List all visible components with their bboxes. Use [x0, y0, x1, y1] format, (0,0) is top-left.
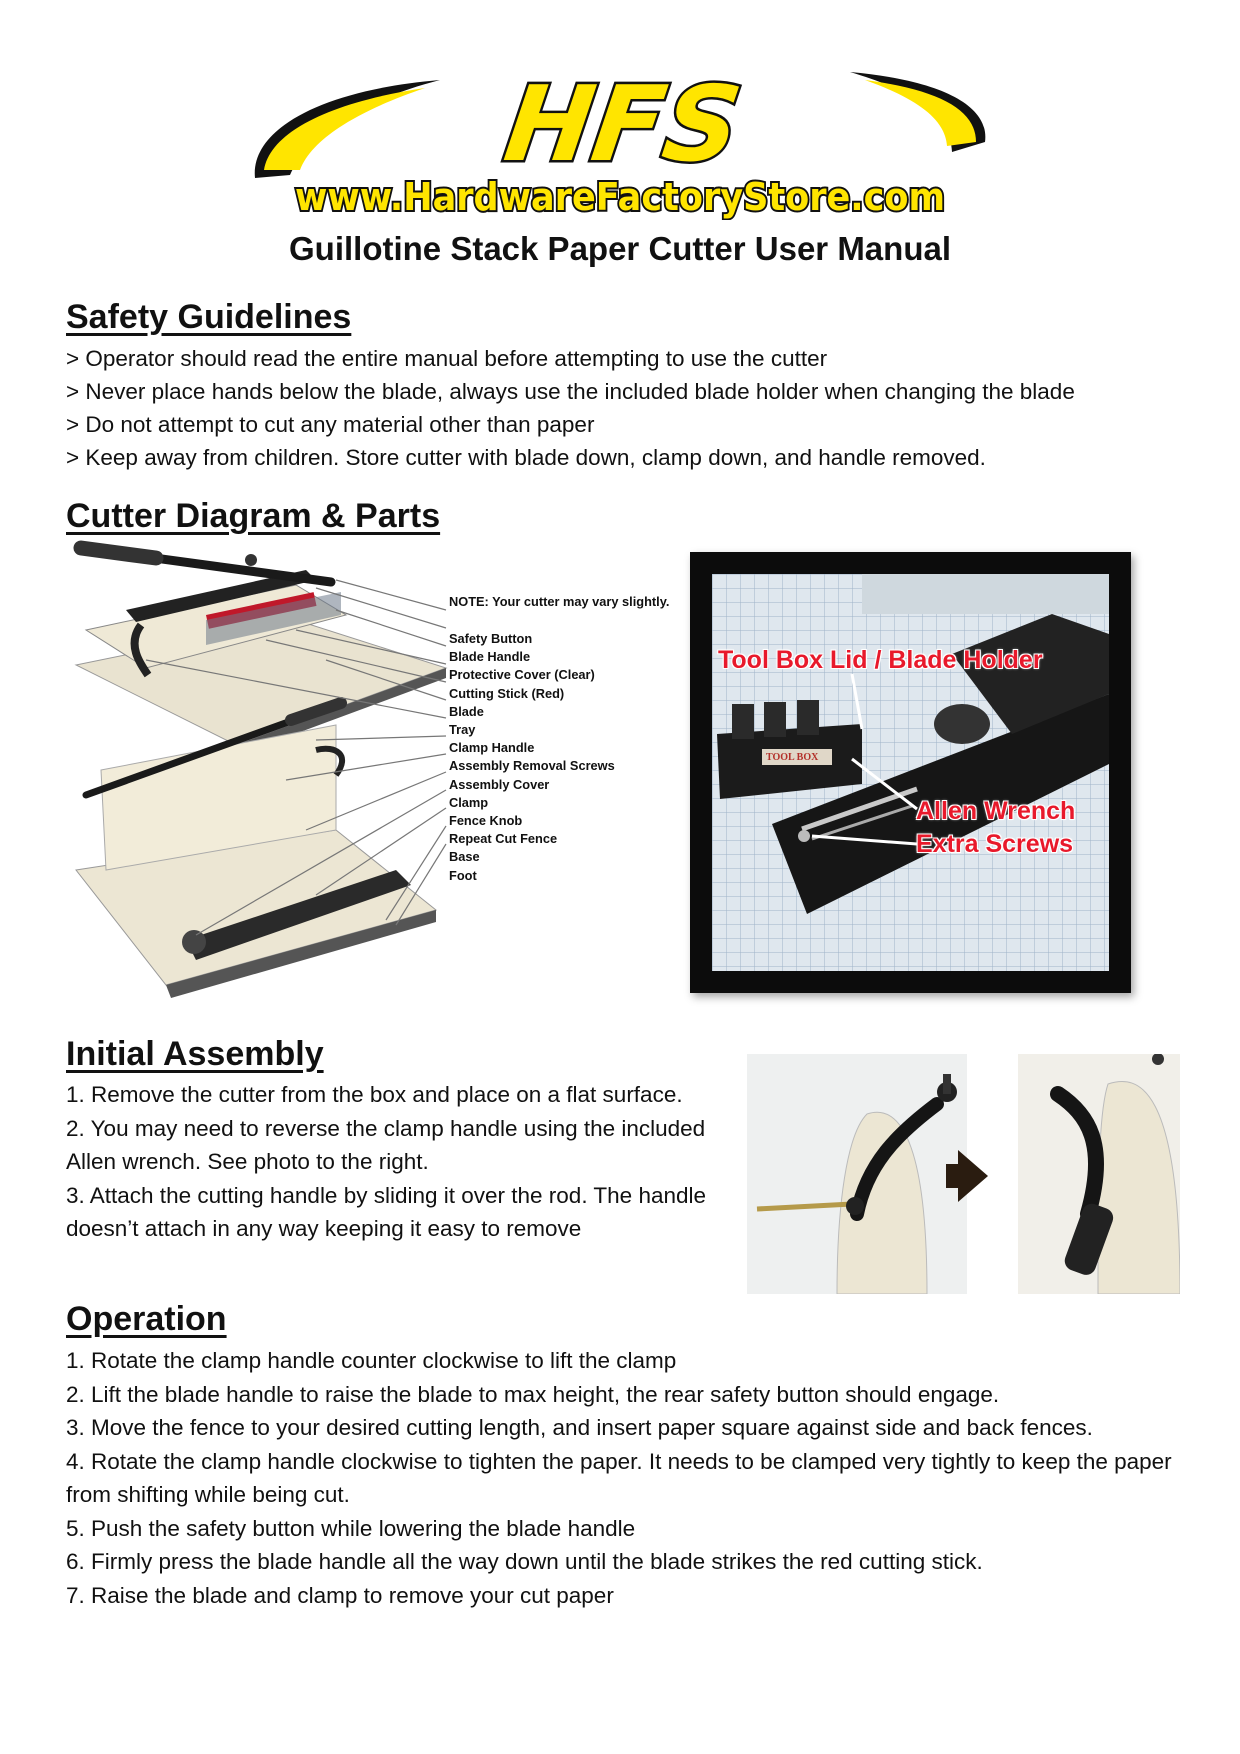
part-label: Cutting Stick (Red) [449, 685, 565, 701]
safety-heading: Safety Guidelines [66, 298, 352, 336]
arrow-right-icon [958, 1150, 988, 1202]
assembly-heading: Initial Assembly [66, 1035, 324, 1073]
list-item: > Keep away from children. Store cutter with blade down, clamp down, and handle removed. [66, 445, 986, 470]
hfs-logo [250, 60, 990, 220]
clamp-photo-after [1018, 1054, 1180, 1294]
list-item: 1. Rotate the clamp handle counter clockwise to lift the clamp [66, 1348, 677, 1373]
list-item: 1. Remove the cutter from the box and place on a flat surface. [66, 1082, 683, 1107]
list-item: 4. Rotate the clamp handle clockwise to tighten the paper. It needs to be clamped very tightly to keep the paper from shifting while being cut. [66, 1448, 1172, 1507]
list-item: > Operator should read the entire manual before attempting to use the cutter [66, 346, 828, 371]
callout-extra-screws: Extra Screws [916, 830, 1074, 858]
part-label: Safety Button [449, 631, 533, 646]
part-label: Assembly Cover [449, 776, 550, 792]
part-label: Base [449, 849, 480, 865]
safety-list [66, 342, 1075, 474]
page-title: Guillotine Stack Paper Cutter User Manual [289, 230, 951, 267]
part-label: Repeat Cut Fence [449, 831, 558, 847]
assembly-steps [66, 1078, 736, 1246]
part-label: Protective Cover (Clear) [449, 667, 595, 683]
arrow-shaft [946, 1164, 958, 1188]
callout-blade-holder: Tool Box Lid / Blade Holder [718, 646, 1043, 674]
list-item: > Never place hands below the blade, always use the included blade holder when changing the blade [66, 379, 1075, 404]
part-label: Clamp Handle [449, 740, 535, 756]
list-item: 7. Raise the blade and clamp to remove your cut paper [66, 1582, 614, 1608]
toolbox-label: TOOL BOX [766, 752, 819, 763]
part-label: Assembly Removal Screws [449, 758, 615, 774]
diagram-note: NOTE: Your cutter may vary slightly. [449, 594, 670, 609]
list-item: 3. Move the fence to your desired cutting length, and insert paper square against side and back fences. [66, 1415, 1093, 1440]
callout-allen-wrench: Allen Wrench [916, 797, 1076, 825]
part-label: Foot [449, 867, 477, 883]
toolbox-photo [690, 552, 1131, 993]
list-item: 2. Lift the blade handle to raise the blade to max height, the rear safety button should engage. [66, 1381, 1000, 1407]
diagram-heading: Cutter Diagram & Parts [66, 497, 441, 535]
logo-url-text: www.HardwareFactoryStore.com [295, 175, 945, 219]
list-item: > Do not attempt to cut any material other than paper [66, 412, 595, 437]
list-item: 5. Push the safety button while lowering the blade handle [66, 1515, 636, 1541]
list-item: 6. Firmly press the blade handle all the way down until the blade strikes the red cutting stick. [66, 1549, 983, 1574]
operation-heading: Operation [66, 1300, 227, 1338]
part-label: Fence Knob [449, 813, 523, 829]
part-label: Clamp [449, 794, 489, 810]
list-item: 2. You may need to reverse the clamp handle using the included Allen wrench. See photo to the right. [66, 1115, 706, 1174]
list-item: 3. Attach the cutting handle by sliding it over the rod. The handle doesn’t attach in any way keeping it easy to remove [66, 1182, 707, 1241]
part-label: Blade [449, 703, 484, 719]
part-label: Tray [449, 722, 476, 738]
operation-steps [66, 1344, 1186, 1612]
parts-list [449, 630, 615, 885]
part-label: Blade Handle [449, 649, 531, 665]
clamp-photo-before [747, 1054, 967, 1294]
logo-hfs-text: HFS [497, 63, 748, 185]
